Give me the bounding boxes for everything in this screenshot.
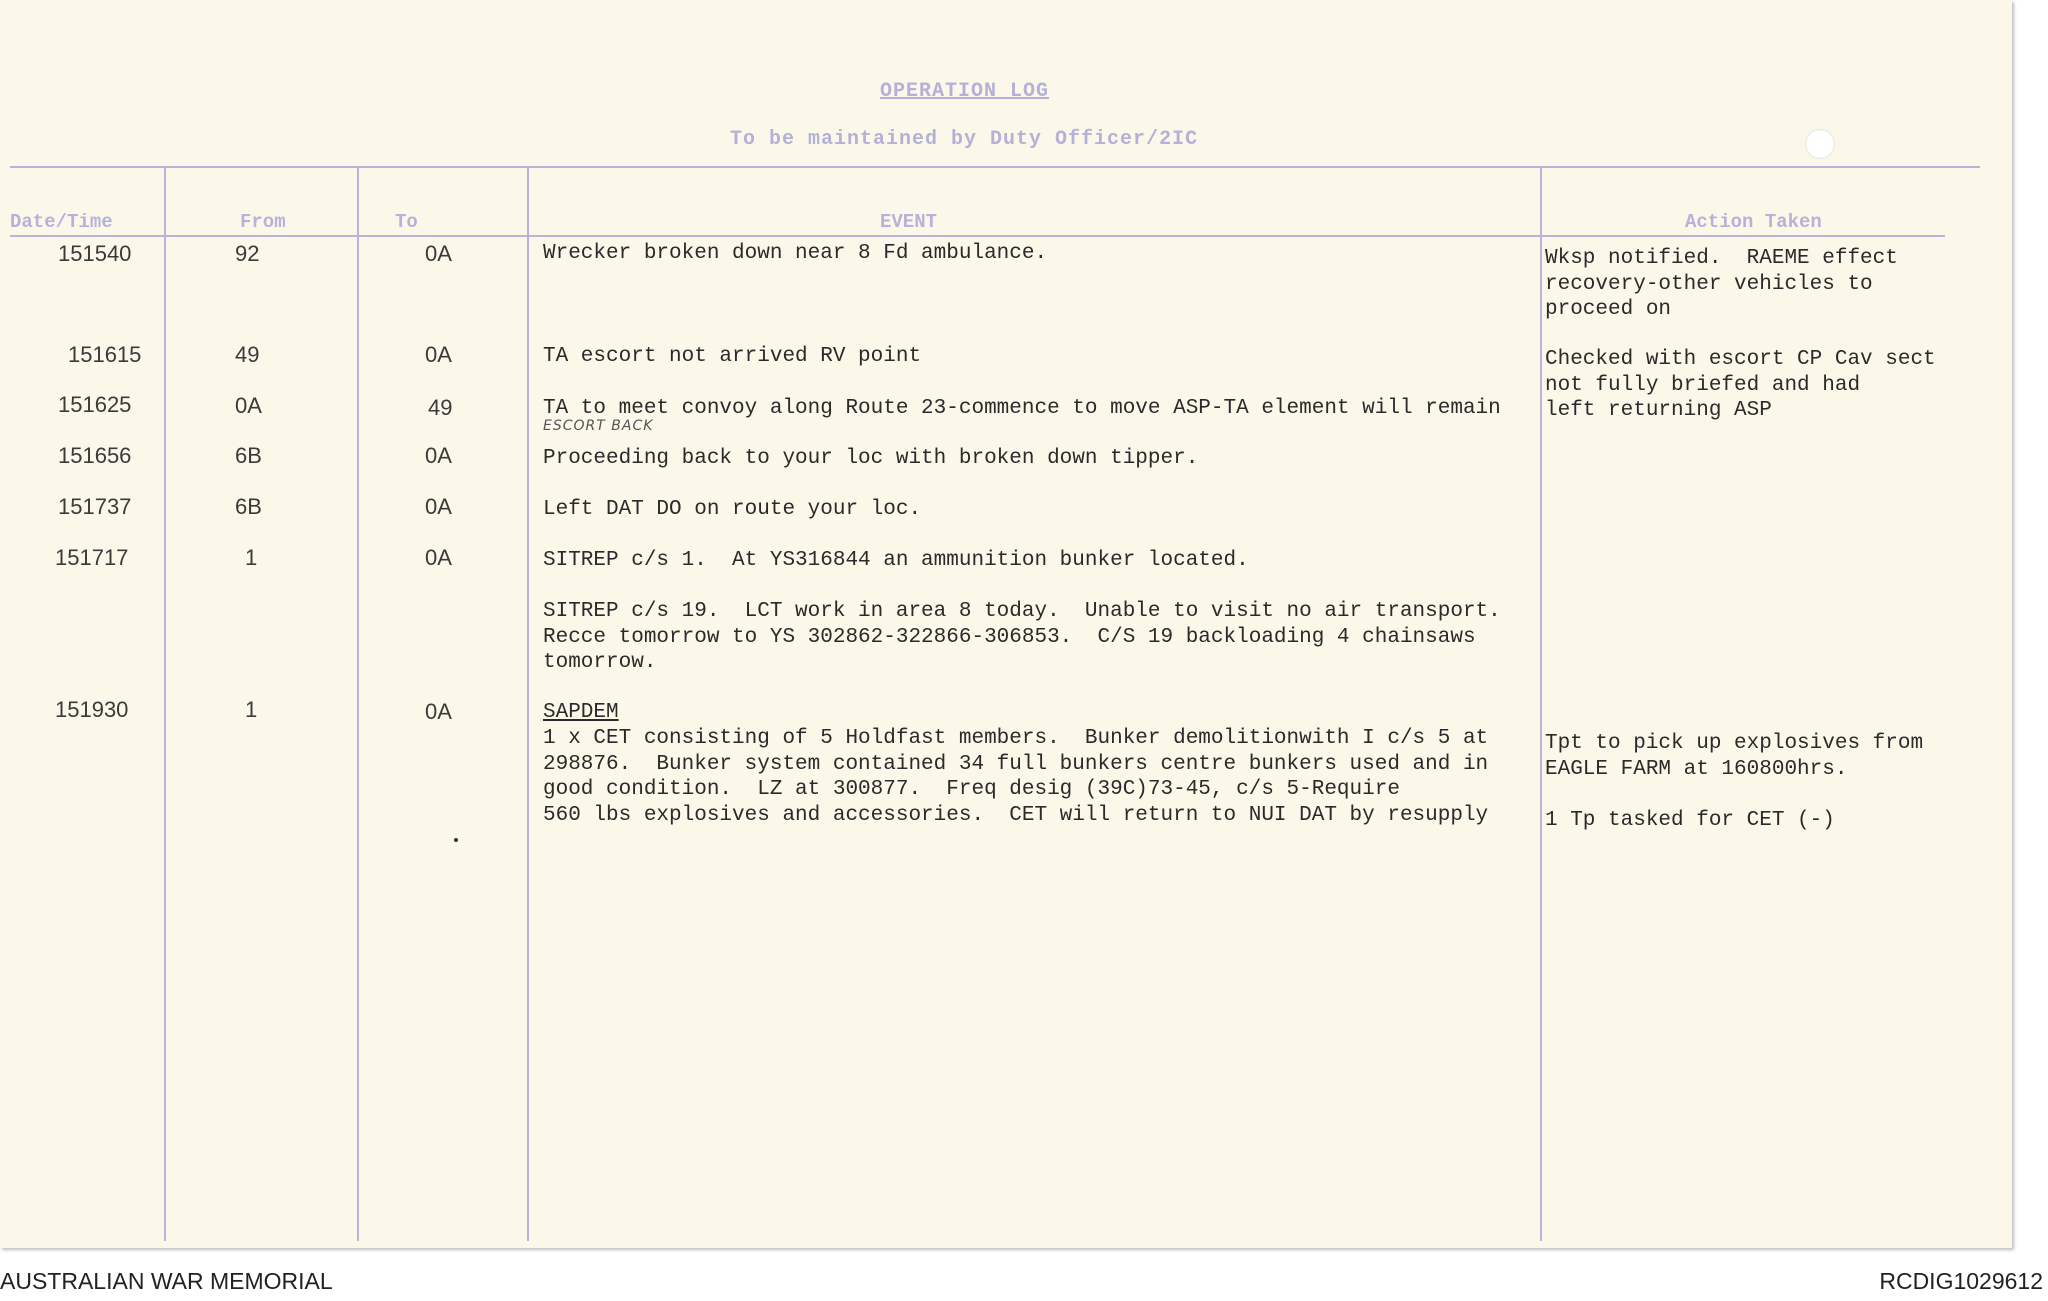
entry-to: 49 xyxy=(428,395,453,420)
document-title: OPERATION LOG xyxy=(880,80,1050,103)
entry-time: 151540 xyxy=(58,241,132,266)
entry-to: 0A xyxy=(425,241,452,266)
entry-time: 151625 xyxy=(58,392,132,417)
entry-event: Proceeding back to your loc with broken down tipper. xyxy=(543,447,1199,470)
ink-mark xyxy=(454,838,458,842)
entry-action: Checked with escort CP Cav sect not fully briefed and had left returning ASP xyxy=(1545,348,1936,422)
footer-institution: AUSTRALIAN WAR MEMORIAL xyxy=(0,1268,333,1294)
entry-event: Left DAT DO on route your loc. xyxy=(543,498,922,521)
footer-reference-id: RCDIG1029612 xyxy=(1879,1268,2043,1294)
entry-event: SITREP c/s 19. LCT work in area 8 today. Unable to visit no air transport. Recce tomorrow to YS 302862-322866-306853. C/S 19 backloading 4 chainsaws tomorrow. xyxy=(543,600,1501,674)
entry-from: 49 xyxy=(235,342,260,367)
entry-to: 0A xyxy=(425,342,452,367)
entry-event: Wrecker broken down near 8 Fd ambulance. xyxy=(543,242,1048,265)
entry-from: 6B xyxy=(235,443,262,468)
entry-time: 151717 xyxy=(55,545,129,570)
entry-action-note: 1 Tp tasked for CET (-) xyxy=(1545,809,1835,832)
column-header-datetime: Date/Time xyxy=(10,211,113,233)
entry-event: TA escort not arrived RV point xyxy=(543,345,922,368)
entry-from: 1 xyxy=(245,697,258,722)
handwritten-annotation: ESCORT BACK xyxy=(543,418,654,434)
entry-event: TA to meet convoy along Route 23-commence to move ASP-TA element will remain xyxy=(543,397,1501,420)
header-rule-top xyxy=(10,166,1980,168)
punch-hole xyxy=(1805,129,1835,159)
entry-time: 151930 xyxy=(55,697,129,722)
entry-time: 151656 xyxy=(58,443,132,468)
entry-from: 1 xyxy=(245,545,258,570)
column-divider-4 xyxy=(1540,166,1542,1241)
entry-event: SITREP c/s 1. At YS316844 an ammunition bunker located. xyxy=(543,549,1249,572)
column-header-from: From xyxy=(240,211,286,233)
column-divider-1 xyxy=(164,166,166,1241)
entry-time: 151615 xyxy=(68,342,142,367)
entry-from: 6B xyxy=(235,494,262,519)
entry-to: 0A xyxy=(425,494,452,519)
entry-to: 0A xyxy=(425,443,452,468)
entry-event-heading: SAPDEM xyxy=(543,701,619,724)
entry-action: Tpt to pick up explosives from EAGLE FARM at 160800hrs. xyxy=(1545,732,1924,781)
column-divider-2 xyxy=(357,166,359,1241)
column-header-event: EVENT xyxy=(880,211,938,233)
entry-from: 0A xyxy=(235,393,262,418)
entry-action: Wksp notified. RAEME effect recovery-other vehicles to proceed on xyxy=(1545,247,1898,321)
column-header-action: Action Taken xyxy=(1685,211,1822,233)
entry-time: 151737 xyxy=(58,494,132,519)
entry-to: 0A xyxy=(425,699,452,724)
column-header-to: To xyxy=(395,211,418,233)
header-rule-bottom xyxy=(10,235,1945,237)
column-divider-3 xyxy=(527,166,529,1241)
entry-event: 1 x CET consisting of 5 Holdfast members. Bunker demolitionwith I c/s 5 at 298876. Bunker system contained 34 full bunkers centre bunkers used and in good condition. LZ at 300877. Freq desig (39C)73-45, c/s 5-Require 560 lbs explosives and accessories. CET will return to NUI DAT by resupply xyxy=(543,727,1489,827)
entry-from: 92 xyxy=(235,241,260,266)
entry-to: 0A xyxy=(425,545,452,570)
document-subtitle: To be maintained by Duty Officer/2IC xyxy=(730,128,1199,151)
